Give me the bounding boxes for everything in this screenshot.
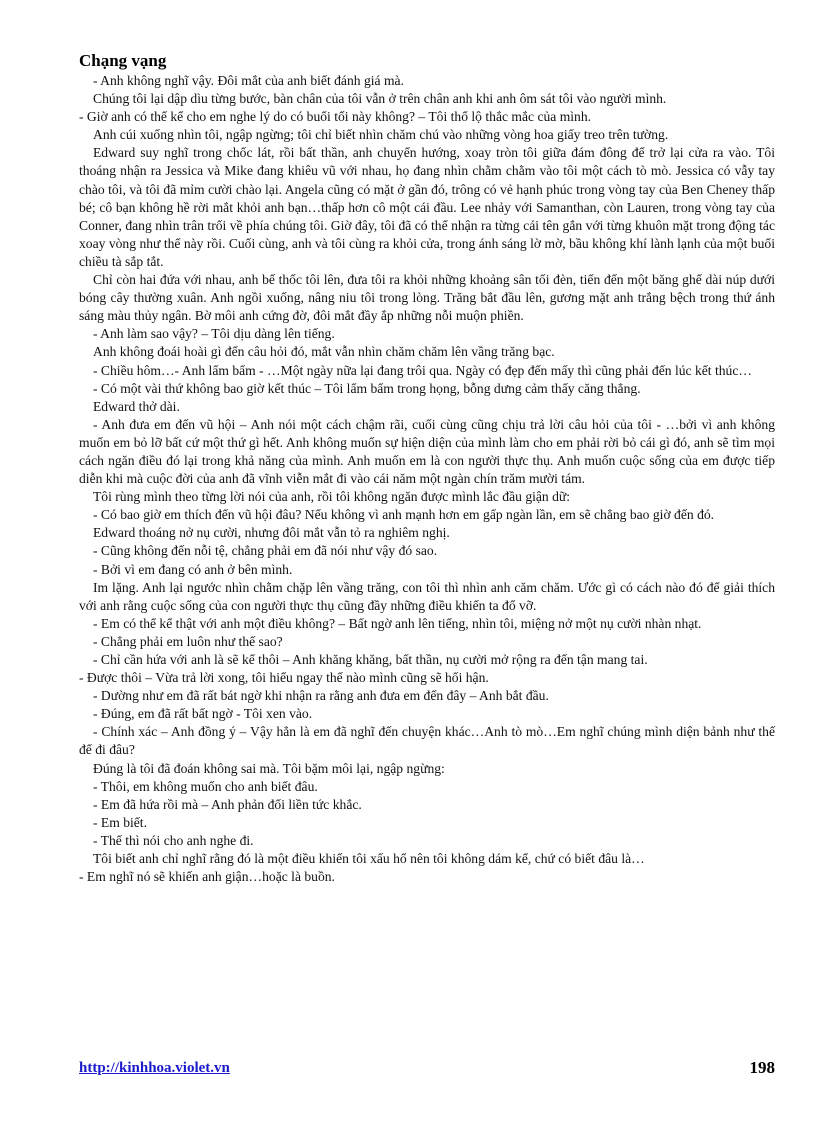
paragraph: - Bởi vì em đang có anh ở bên mình. <box>93 561 293 577</box>
paragraph: - Chính xác – Anh đồng ý – Vậy hẳn là em đã nghĩ đến chuyện khác…Anh tò mò…Em nghĩ chúng mình diện bảnh như thế để đi đâu? <box>79 724 775 758</box>
paragraph: - Cũng không đến nỗi tệ, chẳng phải em đã nói như vậy đó sao. <box>93 543 438 559</box>
paragraph: - Chỉ cần hứa với anh là sẽ kể thôi – Anh khăng khăng, bất thần, nụ cười mở rộng ra đến tận mang tai. <box>93 652 648 667</box>
paragraph: - Thế thì nói cho anh nghe đi. <box>93 832 254 848</box>
paragraph: Edward suy nghĩ trong chốc lát, rồi bất thần, anh chuyển hướng, xoay tròn tôi giữa đám đông để trở lại cửa ra vào. Tôi thoáng nhận ra Jessica và Mike đang khiêu vũ với nhau, họ đang nhìn chằm chằm vào tôi một cách tò mò. Jessica có vẫy tay chào tôi, và tôi đã mỉm cười chào lại. Angela cũng có mặt ở gần đó, trông có vẻ hạnh phúc trong vòng tay của Ben Cheney thấp bé; cô bạn không hề rời mắt khỏi anh bạn…thấp hơn cô một cái đầu. Lee nhảy với Samanthan, còn Lauren, trong vòng tay của Conner, đang nhìn trân trối về phía chúng tôi. Giờ đây, tôi đã có thể nhận ra từng cái tên gắn với từng khuôn mặt trong động tác xoay vòng như thế này rồi. Cuối cùng, anh và tôi cùng ra khỏi cửa, trong ánh sáng lờ mờ, bầu không khí lành lạnh của một buổi chiều tà sắp tắt. <box>79 145 775 269</box>
paragraph: Im lặng. Anh lại ngước nhìn chằm chặp lên vầng trăng, con tôi thì nhìn anh căm chăm. Ước gì có cách nào đó để giải thích với anh rằng cuộc sống của con người thực thụ cũng đầy những điều khiến ta đổ vỡ. <box>79 579 775 613</box>
paragraph: Đúng là tôi đã đoán không sai mà. Tôi bặm môi lại, ngập ngừng: <box>93 760 445 776</box>
body-text <box>79 72 775 886</box>
paragraph: - Em có thể kể thật với anh một điều không? – Bất ngờ anh lên tiếng, nhìn tôi, miệng nở một nụ cười nhàn nhạt. <box>93 615 702 631</box>
paragraph: - Dường như em đã rất bát ngờ khi nhận ra rằng anh đưa em đến đây – Anh bắt đầu. <box>93 688 549 704</box>
paragraph: - Được thôi – Vừa trả lời xong, tôi hiểu ngay thế nào mình cũng sẽ hối hận. <box>79 670 489 686</box>
paragraph: - Anh không nghĩ vậy. Đôi mắt của anh biết đánh giá mà. <box>93 73 404 88</box>
paragraph: - Em đã hứa rồi mà – Anh phản đối liền tức khắc. <box>93 796 362 812</box>
page-number: 198 <box>749 1058 775 1077</box>
paragraph: - Thôi, em không muốn cho anh biết đâu. <box>93 778 318 794</box>
paragraph: Tôi biết anh chỉ nghĩ rằng đó là một điều khiến tôi xấu hổ nên tôi không dám kể, chứ có biết đâu là… <box>93 851 645 867</box>
footer-link[interactable]: http://kinhhoa.violet.vn <box>79 1060 230 1076</box>
paragraph: - Có một vài thứ không bao giờ kết thúc – Tôi lẩm bẩm trong họng, bỗng dưng cảm thấy căng thẳng. <box>93 380 641 396</box>
paragraph: - Anh đưa em đến vũ hội – Anh nói một cách chậm rãi, cuối cùng cũng chịu trả lời câu hỏi của tôi - …bởi vì anh không muốn em bỏ lỡ bất cứ một thứ gì hết. Anh không muốn sự hiện diện của mình làm cho em phải rời bỏ cái gì đó, anh sẽ tìm mọi cách ngăn điều đó lại trong khả năng của mình. Anh muốn em là con người thực thụ. Anh muốn cuộc sống của em được tiếp diễn khi mà cuộc đời của anh đã vĩnh viễn mắt đi vào cái năm một ngàn chín trăm mười tám. <box>79 416 775 487</box>
paragraph: - Đúng, em đã rất bất ngờ - Tôi xen vào. <box>93 706 313 722</box>
paragraph: Tôi rùng mình theo từng lời nói của anh, rồi tôi không ngăn được mình lắc đầu giận dữ: <box>93 489 571 505</box>
chapter-title: Chạng vạng <box>79 51 167 70</box>
paragraph: - Em nghĩ nó sẽ khiến anh giận…hoặc là buồn. <box>79 869 335 885</box>
paragraph: Edward thoáng nở nụ cười, nhưng đôi mắt vẫn tỏ ra nghiêm nghị. <box>93 525 450 541</box>
paragraph: - Anh làm sao vậy? – Tôi dịu dàng lên tiếng. <box>93 326 335 342</box>
paragraph: Chúng tôi lại dập dìu từng bước, bàn chân của tôi vẫn ở trên chân anh khi anh ôm sát tôi vào người mình. <box>93 91 667 107</box>
paragraph: - Chiều hôm…- Anh lẩm bẩm - …Một ngày nữa lại đang trôi qua. Ngày có đẹp đến mấy thì cũng phải đến lúc kết thúc… <box>93 362 752 378</box>
paragraph: - Em biết. <box>93 814 147 830</box>
paragraph: Anh cúi xuống nhìn tôi, ngập ngừng; tôi chỉ biết nhìn chăm chú vào những vòng hoa giấy treo trên tường. <box>93 127 669 143</box>
paragraph: Anh không đoái hoài gì đến câu hỏi đó, mắt vẫn nhìn chăm chăm lên vầng trăng bạc. <box>93 344 555 360</box>
paragraph: - Có bao giờ em thích đến vũ hội đâu? Nếu không vì anh mạnh hơn em gấp ngàn lần, em sẽ chẳng bao giờ đến đó. <box>93 507 715 523</box>
paragraph: - Giờ anh có thể kể cho em nghe lý do có buổi tối này không? – Tôi thổ lộ thắc mắc của mình. <box>79 109 592 125</box>
page-footer <box>79 1058 775 1080</box>
document-page <box>79 50 775 886</box>
paragraph: Edward thở dài. <box>93 398 180 414</box>
paragraph: - Chẳng phải em luôn như thế sao? <box>93 633 283 649</box>
paragraph: Chỉ còn hai đứa với nhau, anh bế thốc tôi lên, đưa tôi ra khỏi những khoảng sân tối đèn, tiến đến một băng ghế dài núp dưới bóng cây thường xuân. Anh ngồi xuống, nâng niu tôi trong lòng. Trăng bắt đầu lên, gương mặt anh trắng bệch trong thứ ánh sáng màu thủy ngân. Bờ môi anh cứng đờ, đôi mắt đầy ắp những nỗi muộn phiền. <box>79 272 775 324</box>
